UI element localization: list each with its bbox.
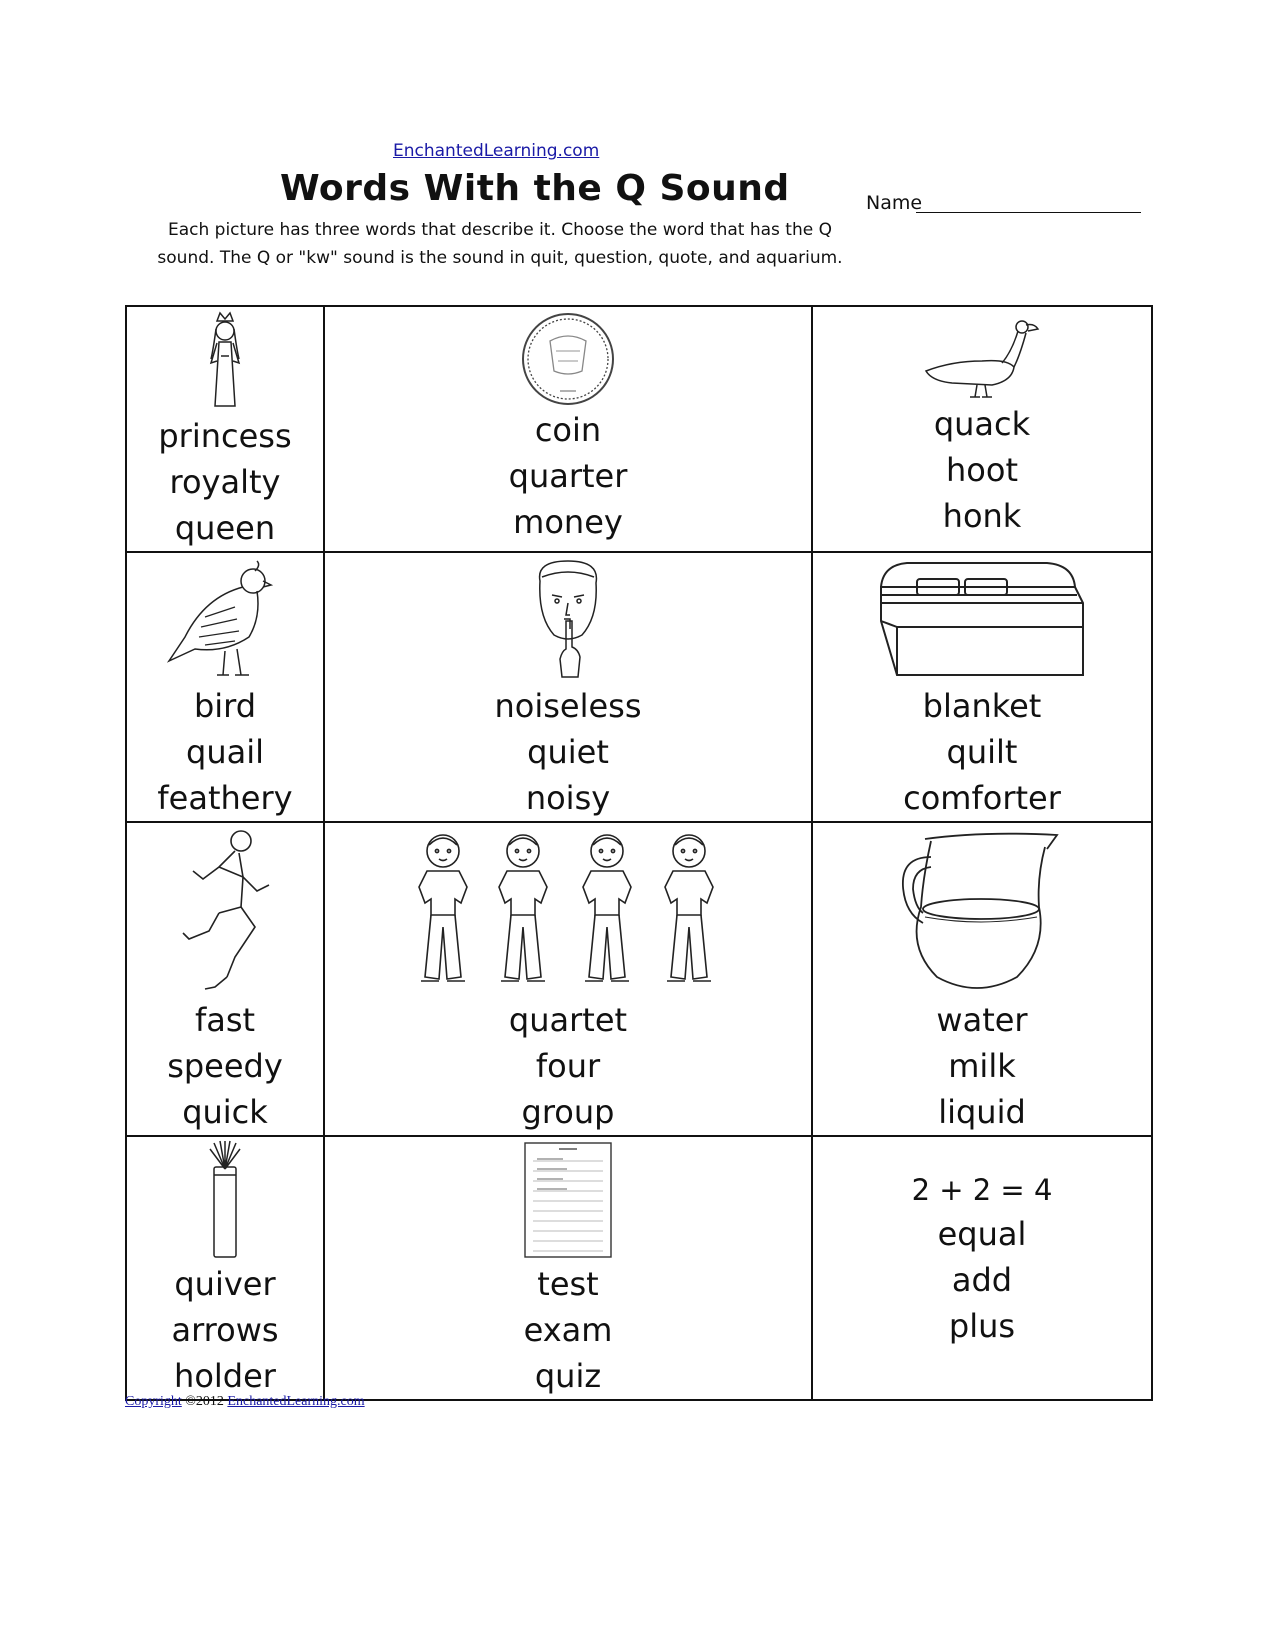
grid-cell bbox=[324, 306, 812, 552]
word-option[interactable]: liquid bbox=[938, 1093, 1026, 1131]
word-option[interactable]: feathery bbox=[157, 779, 293, 817]
grid-cell bbox=[324, 822, 812, 1136]
princess-icon bbox=[195, 311, 255, 411]
word-option[interactable]: queen bbox=[174, 509, 276, 547]
word-option[interactable]: equal bbox=[937, 1215, 1027, 1253]
footer bbox=[125, 1394, 365, 1410]
word-option[interactable]: quarter bbox=[508, 457, 628, 495]
runner-icon bbox=[165, 827, 285, 995]
grid-cell bbox=[126, 306, 324, 552]
quiver-icon bbox=[200, 1141, 250, 1259]
word-option[interactable]: fast bbox=[194, 1001, 256, 1039]
word-option[interactable]: arrows bbox=[171, 1311, 279, 1349]
word-option[interactable]: money bbox=[513, 503, 623, 541]
word-option[interactable]: bird bbox=[193, 687, 257, 725]
word-option[interactable]: hoot bbox=[946, 451, 1018, 489]
shush-face-icon bbox=[526, 557, 610, 681]
word-option[interactable]: plus bbox=[948, 1307, 1016, 1345]
name-label: Name bbox=[866, 192, 923, 214]
word-option[interactable]: honk bbox=[942, 497, 1022, 535]
grid-row bbox=[126, 822, 1152, 1136]
grid-cell bbox=[126, 1136, 324, 1400]
grid-cell bbox=[812, 306, 1152, 552]
worksheet-title: Words With the Q Sound bbox=[280, 168, 790, 209]
word-option[interactable]: quiver bbox=[174, 1265, 276, 1303]
word-option[interactable]: group bbox=[521, 1093, 615, 1131]
grid-cell bbox=[812, 552, 1152, 822]
bed-icon bbox=[877, 557, 1087, 681]
grid-cell bbox=[126, 822, 324, 1136]
word-option[interactable]: comforter bbox=[903, 779, 1061, 817]
copyright-year: ©2012 bbox=[181, 1394, 228, 1409]
word-option[interactable]: milk bbox=[948, 1047, 1016, 1085]
grid-cell bbox=[812, 822, 1152, 1136]
word-option[interactable]: speedy bbox=[167, 1047, 283, 1085]
word-option[interactable]: quail bbox=[186, 733, 264, 771]
word-option[interactable]: test bbox=[537, 1265, 599, 1303]
grid-cell bbox=[324, 1136, 812, 1400]
word-option[interactable]: noiseless bbox=[494, 687, 642, 725]
word-option[interactable]: add bbox=[951, 1261, 1013, 1299]
grid-row bbox=[126, 1136, 1152, 1400]
word-option[interactable]: quiz bbox=[534, 1357, 602, 1395]
quiz-paper-icon bbox=[523, 1141, 613, 1259]
quarter-coin-icon bbox=[520, 311, 616, 407]
word-grid bbox=[125, 305, 1153, 1401]
word-option[interactable]: royalty bbox=[169, 463, 281, 501]
quail-bird-icon bbox=[165, 557, 285, 681]
word-option[interactable]: quack bbox=[933, 405, 1031, 443]
word-option[interactable]: princess bbox=[158, 417, 292, 455]
grid-cell bbox=[126, 552, 324, 822]
four-boys-icon bbox=[403, 827, 733, 995]
footer-site-link[interactable]: EnchantedLearning.com bbox=[227, 1394, 365, 1409]
grid-row bbox=[126, 306, 1152, 552]
pitcher-icon bbox=[897, 827, 1067, 995]
word-option[interactable]: blanket bbox=[922, 687, 1042, 725]
word-option[interactable]: coin bbox=[534, 411, 602, 449]
word-option[interactable]: quiet bbox=[527, 733, 609, 771]
site-link[interactable]: EnchantedLearning.com bbox=[393, 141, 600, 161]
word-option[interactable]: quilt bbox=[946, 733, 1018, 771]
grid-cell bbox=[812, 1136, 1152, 1400]
grid-row bbox=[126, 552, 1152, 822]
word-option[interactable]: holder bbox=[174, 1357, 276, 1395]
instructions: Each picture has three words that describe it. Choose the word that has the Q sound. The Q or "kw" sound is the sound in quit, question, quote, and aquarium. bbox=[157, 220, 843, 268]
word-option[interactable]: quartet bbox=[508, 1001, 628, 1039]
word-option[interactable]: water bbox=[936, 1001, 1028, 1039]
word-option[interactable]: exam bbox=[523, 1311, 613, 1349]
copyright-link[interactable]: Copyright bbox=[125, 1394, 182, 1409]
goose-icon bbox=[922, 311, 1042, 401]
grid-cell bbox=[324, 552, 812, 822]
word-option[interactable]: four bbox=[535, 1047, 601, 1085]
math-equation: 2 + 2 = 4 bbox=[911, 1173, 1053, 1207]
name-blank-line bbox=[916, 212, 1141, 213]
word-option[interactable]: noisy bbox=[525, 779, 611, 817]
word-option[interactable]: quick bbox=[182, 1093, 268, 1131]
